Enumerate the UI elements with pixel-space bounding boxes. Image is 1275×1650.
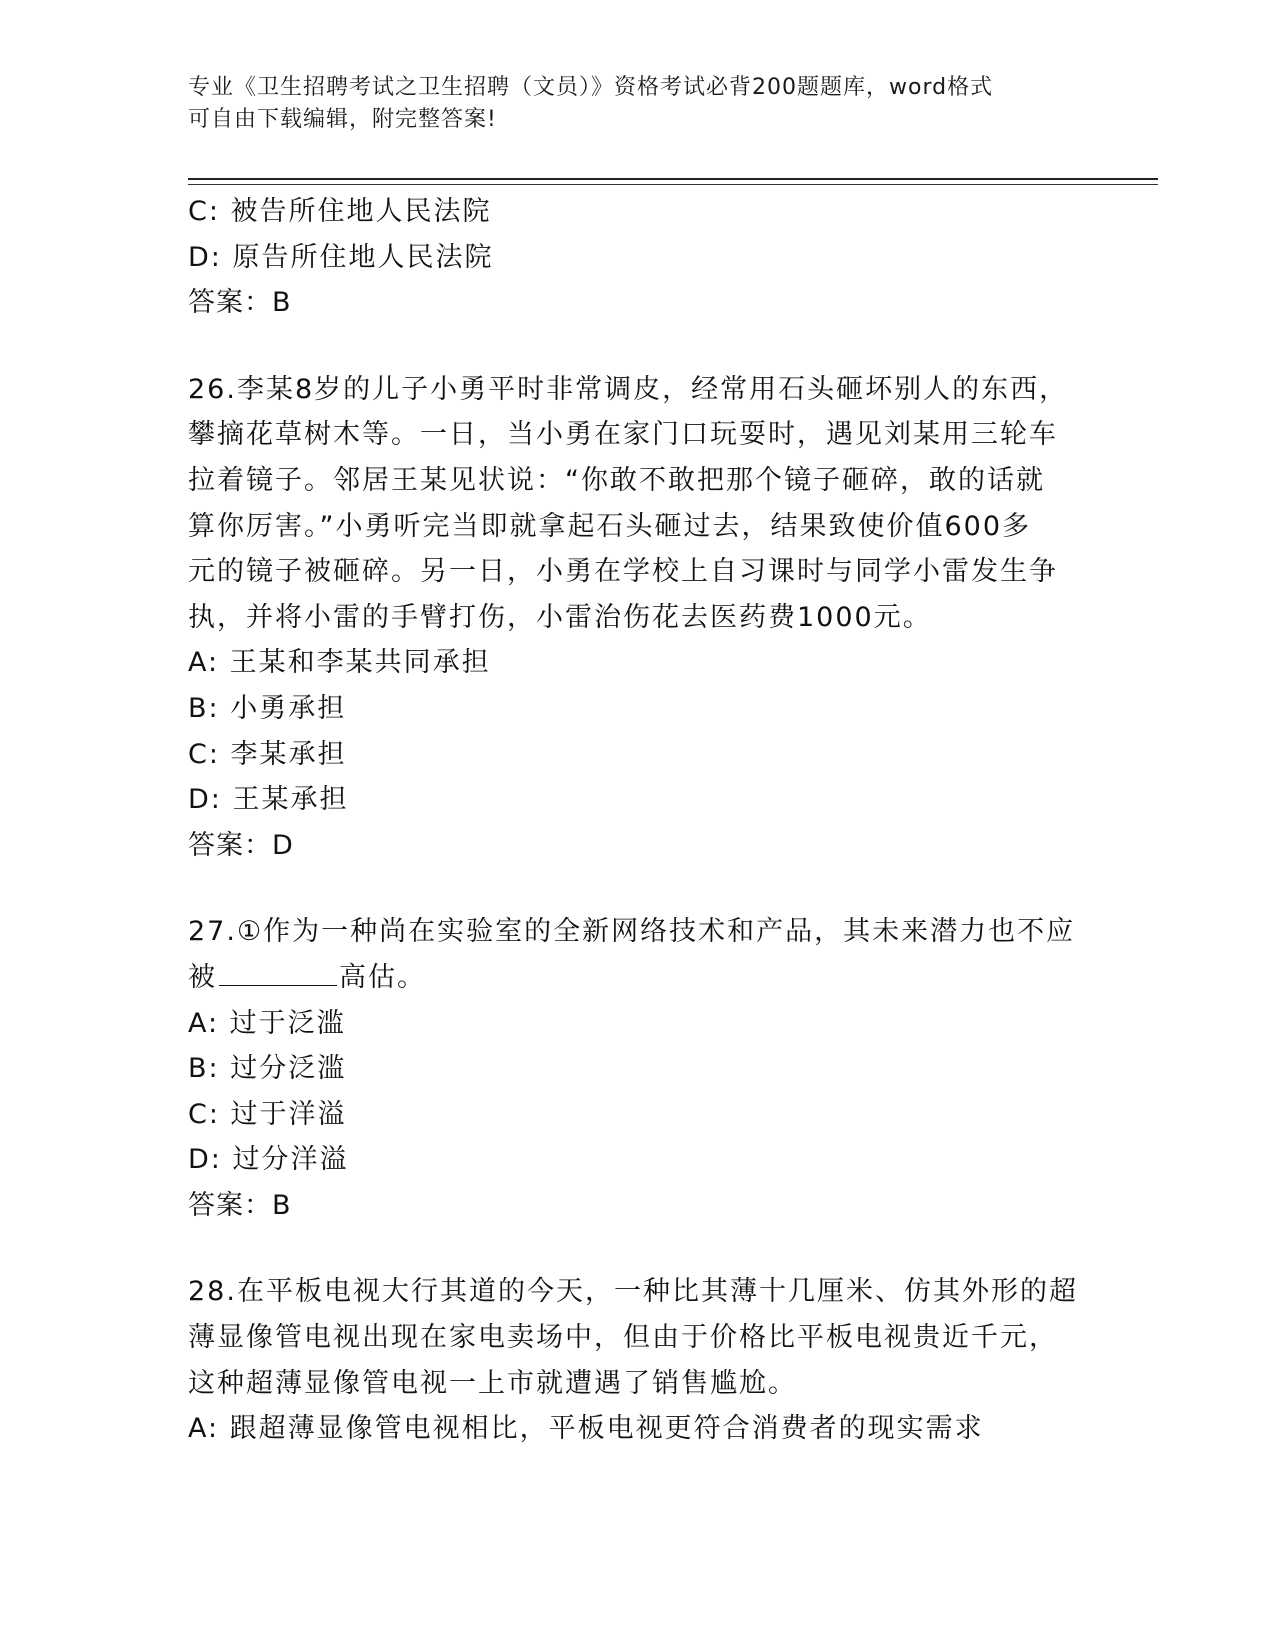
option-c: C: 被告所住地人民法院 (188, 196, 492, 227)
question-text-line: 薄显像管电视出现在家电卖场中，但由于价格比平板电视贵近千元， (188, 1322, 1058, 1354)
answer-line: 答案：D (188, 829, 294, 861)
option-a: A: 跟超薄显像管电视相比，平板电视更符合消费者的现实需求 (188, 1413, 984, 1445)
document-header (188, 72, 1068, 136)
question-text-line: 27.①作为一种尚在实验室的全新网络技术和产品，其未来潜力也不应 (188, 916, 1076, 948)
option-b: B: 过分泛滥 (188, 1053, 347, 1085)
header-line-1: 专业《卫生招聘考试之卫生招聘（文员）》资格考试必背200题题库，word格式 (188, 75, 994, 100)
question-25-tail (188, 189, 1088, 326)
question-27 (188, 909, 1088, 1228)
header-divider-thick (188, 178, 1158, 180)
question-26 (188, 367, 1088, 869)
spacer (188, 1228, 1088, 1269)
option-c: C: 李某承担 (188, 738, 347, 770)
question-text-line: 这种超薄显像管电视一上市就遭遇了销售尴尬。 (188, 1367, 797, 1399)
question-text-line: 拉着镜子。邻居王某见状说：“你敢不敢把那个镜子砸碎，敢的话就 (188, 464, 1045, 496)
question-text-line: 攀摘花草树木等。一日，当小勇在家门口玩耍时，遇见刘某用三轮车 (188, 419, 1058, 451)
option-b: B: 小勇承担 (188, 692, 347, 724)
question-text-line: 元的镜子被砸碎。另一日，小勇在学校上自习课时与同学小雷发生争 (188, 556, 1058, 588)
text-before-blank: 被 (188, 961, 217, 993)
fill-in-blank (219, 961, 337, 986)
header-divider-thin (188, 184, 1158, 185)
answer-line: 答案：B (188, 1189, 292, 1221)
header-line-2: 可自由下载编辑，附完整答案! (188, 107, 497, 132)
question-text-line: 28.在平板电视大行其道的今天，一种比其薄十几厘米、仿其外形的超 (188, 1276, 1078, 1308)
answer-line: 答案：B (188, 287, 292, 319)
option-a: A: 王某和李某共同承担 (188, 647, 491, 679)
spacer (188, 326, 1088, 367)
spacer (188, 868, 1088, 909)
option-d: D: 王某承担 (188, 784, 349, 816)
question-text-line: 算你厉害。”小勇听完当即就拿起石头砸过去，结果致使价值600多 (188, 510, 1032, 542)
option-d: D: 原告所住地人民法院 (188, 241, 494, 273)
option-c: C: 过于洋溢 (188, 1098, 347, 1130)
question-text-line (188, 955, 1088, 1001)
question-text-line: 26.李某8岁的儿子小勇平时非常调皮，经常用石头砸坏别人的东西， (188, 373, 1069, 405)
question-text-line: 执，并将小雷的手臂打伤，小雷治伤花去医药费1000元。 (188, 601, 932, 633)
question-content (188, 189, 1088, 1452)
option-d: D: 过分洋溢 (188, 1144, 349, 1176)
text-after-blank: 高估。 (339, 961, 426, 993)
option-a: A: 过于泛滥 (188, 1007, 346, 1039)
question-28 (188, 1269, 1088, 1451)
